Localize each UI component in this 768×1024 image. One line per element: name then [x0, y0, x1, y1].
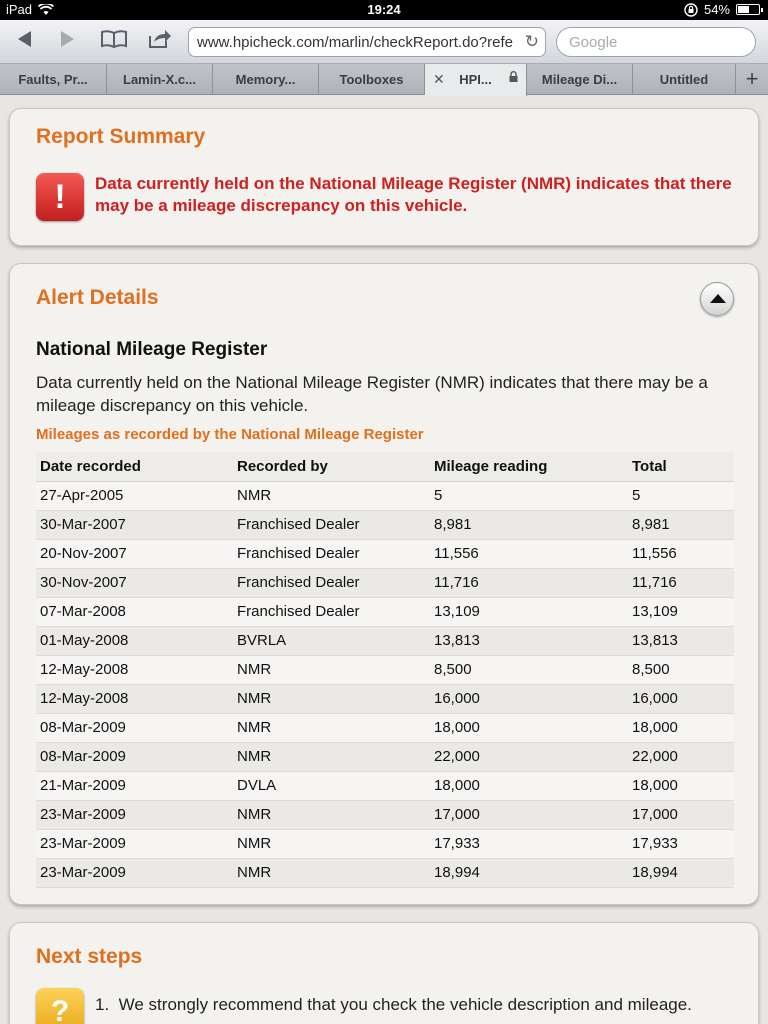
table-row [36, 568, 734, 597]
table-row [36, 597, 734, 626]
lock-icon [509, 64, 518, 95]
table-cell: 16,000 [430, 684, 628, 713]
column-header: Mileage reading [430, 452, 628, 481]
rotation-lock-icon [684, 3, 698, 17]
table-cell: 21-Mar-2009 [36, 771, 233, 800]
table-cell: 5 [430, 481, 628, 510]
alert-icon: ! [36, 173, 84, 221]
tab-mileage[interactable] [527, 64, 633, 95]
table-cell: NMR [233, 742, 430, 771]
table-cell: 17,000 [430, 800, 628, 829]
battery-percent: 54% [703, 2, 730, 17]
alert-details-title: Alert Details [36, 286, 159, 309]
tab-toolboxes[interactable] [319, 64, 425, 95]
question-icon: ? [36, 988, 84, 1024]
step-number: 1. [95, 995, 110, 1014]
tab-label: Lamin-X.c... [123, 72, 196, 87]
next-steps-title: Next steps [36, 945, 143, 968]
table-cell: 12-May-2008 [36, 684, 233, 713]
tab-label: Memory... [235, 72, 296, 87]
tab-untitled[interactable] [633, 64, 736, 95]
table-cell: 11,716 [628, 568, 734, 597]
table-header-row [36, 452, 734, 481]
bookmarks-icon[interactable] [98, 28, 130, 56]
table-cell: 22,000 [628, 742, 734, 771]
step-text: We strongly recommend that you check the vehicle description and mileage. [118, 995, 692, 1014]
tab-hpi[interactable] [425, 64, 527, 96]
search-field[interactable] [556, 27, 756, 57]
tab-bar [0, 64, 768, 95]
search-placeholder: Google [569, 34, 618, 51]
tab-label: Mileage Di... [541, 72, 618, 87]
table-cell: DVLA [233, 771, 430, 800]
column-header: Total [628, 452, 734, 481]
table-cell: 07-Mar-2008 [36, 597, 233, 626]
table-cell: 13,109 [430, 597, 628, 626]
table-cell: 17,000 [628, 800, 734, 829]
table-row [36, 742, 734, 771]
new-tab-icon[interactable]: + [745, 66, 759, 91]
table-row [36, 626, 734, 655]
page-content [0, 96, 768, 1024]
table-cell: NMR [233, 684, 430, 713]
table-cell: Franchised Dealer [233, 597, 430, 626]
alert-message: Data currently held on the National Mileage Register (NMR) indicates that there may be a mileage discrepancy on this vehicle. [95, 174, 732, 215]
table-cell: 01-May-2008 [36, 626, 233, 655]
table-cell: NMR [233, 858, 430, 887]
table-cell: 22,000 [430, 742, 628, 771]
clock: 19:24 [367, 2, 401, 17]
device-label: iPad [6, 2, 33, 17]
reload-icon[interactable]: ↻ [524, 32, 539, 51]
column-header: Recorded by [233, 452, 430, 481]
table-cell: 8,500 [628, 655, 734, 684]
section-description: Data currently held on the National Mileage Register (NMR) indicates that there may be a mileage discrepancy on this vehicle. [36, 373, 708, 415]
table-cell: 11,556 [430, 539, 628, 568]
forward-icon[interactable] [52, 28, 84, 56]
table-cell: 18,994 [628, 858, 734, 887]
step-item [95, 995, 755, 1015]
mileage-table [36, 452, 734, 888]
table-cell: 8,981 [628, 510, 734, 539]
table-cell: 23-Mar-2009 [36, 800, 233, 829]
table-cell: 13,109 [628, 597, 734, 626]
table-row [36, 771, 734, 800]
tab-faults[interactable] [0, 64, 107, 95]
status-bar [0, 0, 768, 20]
table-row [36, 655, 734, 684]
table-cell: 11,716 [430, 568, 628, 597]
table-cell: 12-May-2008 [36, 655, 233, 684]
tab-lamin-x[interactable] [107, 64, 213, 95]
table-cell: NMR [233, 829, 430, 858]
table-cell: 11,556 [628, 539, 734, 568]
table-cell: Franchised Dealer [233, 510, 430, 539]
tab-label: Untitled [659, 72, 709, 87]
table-cell: 18,000 [430, 713, 628, 742]
table-cell: 20-Nov-2007 [36, 539, 233, 568]
table-cell: 23-Mar-2009 [36, 829, 233, 858]
table-cell: NMR [233, 481, 430, 510]
table-cell: 18,994 [430, 858, 628, 887]
table-cell: 08-Mar-2009 [36, 713, 233, 742]
report-summary-title: Report Summary [36, 125, 206, 148]
table-row [36, 481, 734, 510]
table-cell: 27-Apr-2005 [36, 481, 233, 510]
share-icon[interactable] [144, 28, 176, 56]
url-field[interactable] [188, 27, 546, 57]
alert-details-panel [9, 263, 759, 905]
table-cell: 18,000 [430, 771, 628, 800]
table-cell: Franchised Dealer [233, 539, 430, 568]
table-cell: 13,813 [430, 626, 628, 655]
table-cell: NMR [233, 800, 430, 829]
table-cell: 18,000 [628, 713, 734, 742]
section-heading: National Mileage Register [36, 339, 268, 360]
collapse-button[interactable] [700, 282, 734, 316]
close-tab-icon[interactable]: ✕ [433, 71, 445, 87]
column-header: Date recorded [36, 452, 233, 481]
table-cell: NMR [233, 713, 430, 742]
browser-toolbar [0, 20, 768, 64]
table-cell: NMR [233, 655, 430, 684]
next-steps-panel [9, 922, 759, 1024]
table-cell: 16,000 [628, 684, 734, 713]
table-row [36, 858, 734, 887]
table-cell: 18,000 [628, 771, 734, 800]
table-cell: 08-Mar-2009 [36, 742, 233, 771]
back-icon[interactable] [8, 28, 40, 56]
table-row [36, 510, 734, 539]
table-caption: Mileages as recorded by the National Mileage Register [36, 426, 424, 443]
table-cell: BVRLA [233, 626, 430, 655]
table-cell: 8,500 [430, 655, 628, 684]
tab-label: Faults, Pr... [18, 72, 88, 87]
table-cell: 23-Mar-2009 [36, 858, 233, 887]
battery-icon [736, 4, 760, 15]
table-row [36, 684, 734, 713]
report-summary-panel [9, 108, 759, 246]
table-cell: 5 [628, 481, 734, 510]
table-cell: 13,813 [628, 626, 734, 655]
url-text: www.hpicheck.com/marlin/checkReport.do?refe [197, 34, 513, 51]
table-cell: Franchised Dealer [233, 568, 430, 597]
table-cell: 30-Nov-2007 [36, 568, 233, 597]
table-cell: 30-Mar-2007 [36, 510, 233, 539]
table-row [36, 539, 734, 568]
table-row [36, 713, 734, 742]
table-cell: 17,933 [430, 829, 628, 858]
table-row [36, 800, 734, 829]
tab-label: Toolboxes [339, 72, 404, 87]
tab-memory[interactable] [213, 64, 319, 95]
tab-label: HPI... [459, 72, 492, 87]
table-cell: 17,933 [628, 829, 734, 858]
table-row [36, 829, 734, 858]
table-cell: 8,981 [430, 510, 628, 539]
